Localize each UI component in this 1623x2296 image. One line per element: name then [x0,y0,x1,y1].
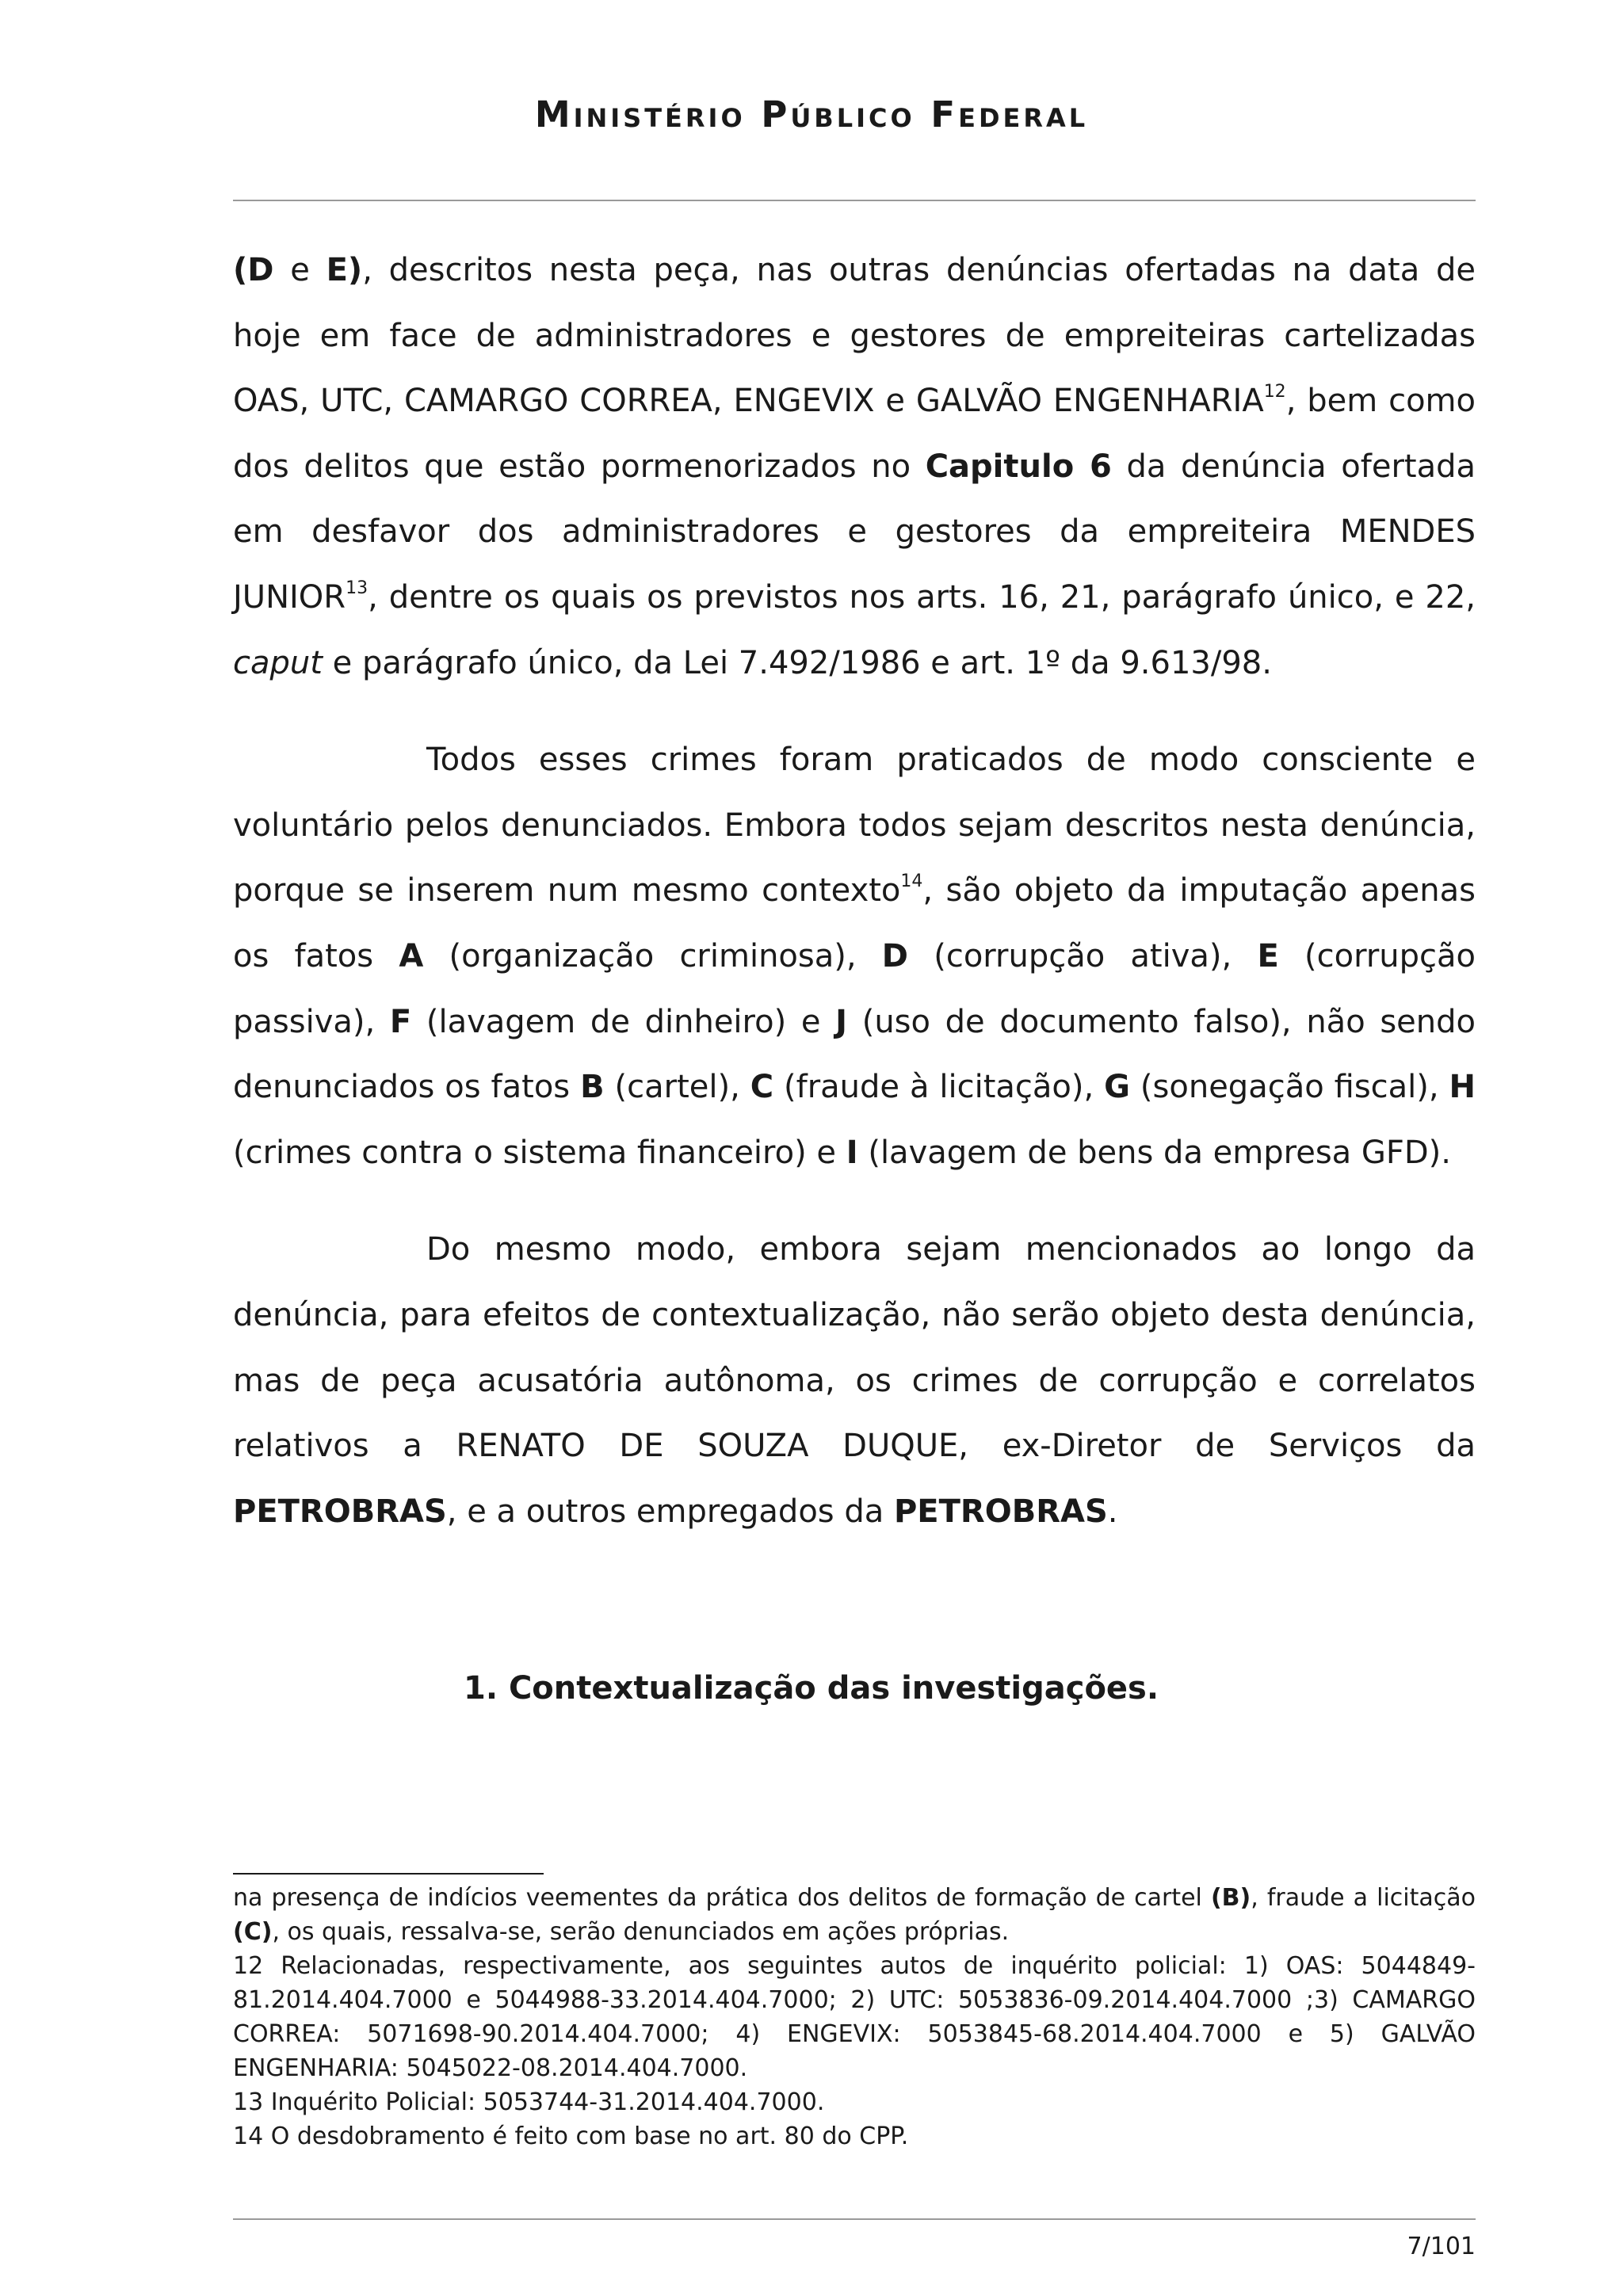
footnote-ref-12[interactable]: 12 [1263,381,1286,402]
footnote-ref-13[interactable]: 13 [346,578,369,598]
footnote-14: 14 O desdobramento é feito com base no art. 80 do CPP. [233,2122,909,2150]
footnote-separator [233,1873,544,1875]
footnote-continuation: na presença de indícios veementes da prática dos delitos de formação de cartel (B), fraude a licitação (C), os quais, ressalva-se, serão denunciados em ações próprias. [233,1884,1476,1946]
paragraph-2: Todos esses crimes foram praticados de modo consciente e voluntário pelos denunciados. Embora todos sejam descritos nesta denúncia, porque se inserem num mesmo contexto$^{14}$, são objeto da imputação apenas os fatos A (organização criminosa), D (corrupção ativa), E (corrupção passiva), F (lavagem de dinheiro) e J (uso de documento falso), não sendo denunciados os fatos B (cartel), C (fraude à licitação), G (sonegação fiscal), H (crimes contra o sistema financeiro) e I (lavagem de bens da empresa GFD). [233,742,1476,1171]
footnotes [233,1881,1476,2153]
footnote-ref-14[interactable]: 14 [900,871,923,892]
footer-divider [233,2218,1476,2220]
paragraph-1: (D e E), descritos nesta peça, nas outras denúncias ofertadas na data de hoje em face de administradores e gestores de empreiteiras cartelizadas OAS, UTC, CAMARGO CORREA, ENGEVIX e GALVÃO ENGENHARIA$^{12}$, bem como dos delitos que estão pormenorizados no Capitulo 6 da denúncia ofertada em desfavor dos administradores e gestores da empreiteira MENDES JUNIOR$^{13}$, dentre os quais os previstos nos arts. 16, 21, parágrafo único, e 22, caput e parágrafo único, da Lei 7.492/1986 e art. 1º da 9.613/98. [233,252,1476,681]
header-divider [233,200,1476,201]
footnote-13: 13 Inquérito Policial: 5053744-31.2014.404.7000. [233,2088,825,2116]
header-title: Ministério Público Federal [534,93,1089,135]
text-bold: E) [326,252,363,288]
text-bold: (D [233,252,274,288]
footnote-12: 12 Relacionadas, respectivamente, aos seguintes autos de inquérito policial: 1) OAS: 5044849-81.2014.404.7000 e 5044988-33.2014.404.7000; 2) UTC: 5053836-09.2014.404.7000 ;3) CAMARGO CORREA: 5071698-90.2014.404.7000; 4) ENGEVIX: 5053845-68.2014.404.7000 e 5) GALVÃO ENGENHARIA: 5045022-08.2014.404.7000. [233,1952,1476,2082]
document-body [233,238,1476,1544]
paragraph-3: Do mesmo modo, embora sejam mencionados ao longo da denúncia, para efeitos de contextualização, não serão objeto desta denúncia, mas de peça acusatória autônoma, os crimes de corrupção e correlatos relativos a RENATO DE SOUZA DUQUE, ex-Diretor de Serviços da PETROBRAS, e a outros empregados da PETROBRAS. [233,1231,1476,1530]
section-heading: 1. Contextualização das investigações. [464,1670,1159,1707]
page-number: 7/101 [1407,2233,1476,2260]
text-bold: Capitulo 6 [925,448,1112,485]
text-italic: caput [233,644,323,681]
